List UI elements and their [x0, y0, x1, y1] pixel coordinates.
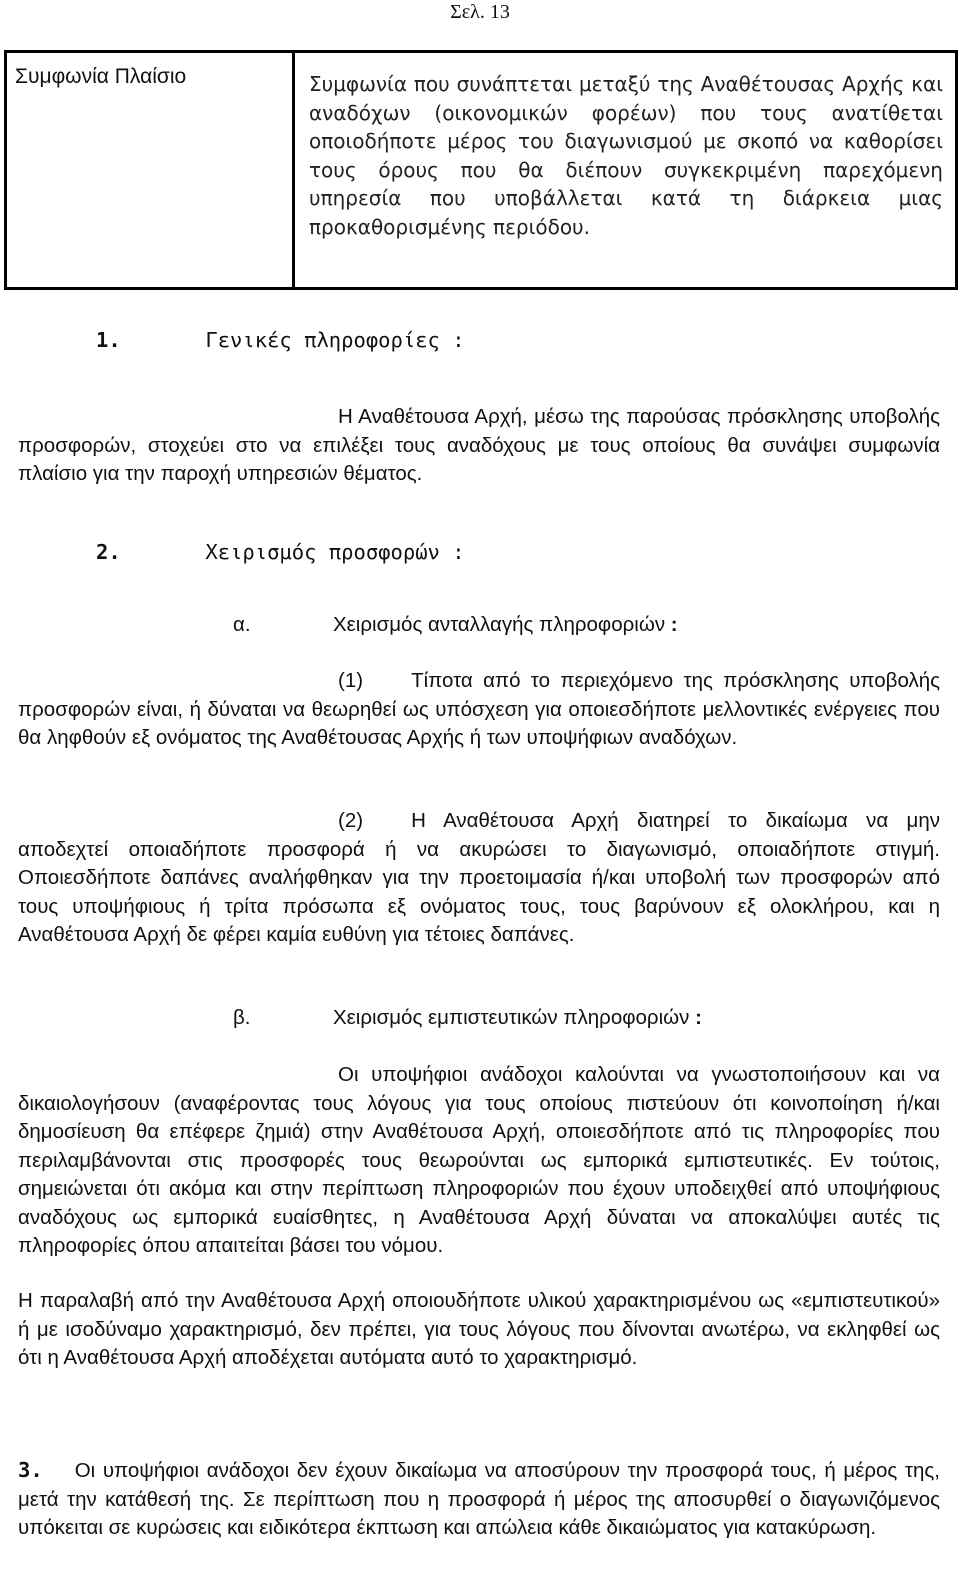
section-1-number: 1. [96, 328, 121, 352]
subsection-b-heading [233, 1004, 702, 1032]
item-1-text: Τίποτα από το περιεχόμενο της πρόσκλησης υποβολής προσφορών είναι, ή δύναται να θεωρηθεί ως υπόσχεση για οποιεσδήποτε μελλοντικές ενέργειες που θα ληφθούν εξ ονόματος της Αναθέτουσας Αρχής ή των υποψήφιων αναδόχων. [18, 669, 940, 749]
subsection-a-item-1 [18, 667, 940, 753]
subsection-b-letter: β. [233, 1006, 251, 1029]
subsection-b-paragraph-1: Οι υποψήφιοι ανάδοχοι καλούνται να γνωστοποιήσουν και να δικαιολογήσουν (αναφέροντας τους λόγους για τους οποίους πιστεύουν ότι κοινοποίηση ή/και δημοσίευση θα επέφερε ζημιά) στην Αναθέτουσα Αρχή, οποιεσδήποτε από τις πληροφορίες που περιλαμβάνονται στις προσφορές τους θεωρούνται ως εμπορικά εμπιστευτικές. Εν τούτοις, σημειώνεται ότι ακόμα και στην περίπτωση πληροφοριών που έχουν υποδειχθεί από υποψήφιους αναδόχους ως εμπορικά ευαίσθητες, η Αναθέτουσα Αρχή δύναται να αποκαλύψει αυτές τις πληροφορίες όπου απαιτείται βάσει του νόμου. [18, 1063, 940, 1257]
section-2-title: Χειρισμός προσφορών : [205, 540, 465, 564]
section-1-paragraph: Η Αναθέτουσα Αρχή, μέσω της παρούσας πρόσκλησης υποβολής προσφορών, στοχεύει στο να επιλέξει τους αναδόχους με τους οποίους θα συνάψει συμφωνία πλαίσιο για την παροχή υπηρεσιών θέματος. [18, 405, 940, 485]
definition-text: Συμφωνία που συνάπτεται μεταξύ της Αναθέτουσας Αρχής και αναδόχων (οικονομικών φορέων) που τους ανατίθεται οποιοδήποτε μέρος του διαγωνισμού με σκοπό να καθορίσει τους όρους που θα διέπουν συγκεκριμένη παρεχόμενη υπηρεσία που υποβάλλεται κατά τη διάρκεια μιας προκαθορισμένης περιόδου. [309, 72, 943, 239]
section-3-paragraph [18, 1456, 940, 1543]
subsection-a-heading [233, 611, 678, 639]
subsection-a-title: Χειρισμός ανταλλαγής πληροφοριών [333, 613, 666, 636]
item-1-label: (1) [338, 669, 364, 692]
section-2-heading [96, 539, 465, 565]
subsection-a-item-2 [18, 807, 940, 950]
subsection-b-colon: : [695, 1006, 702, 1029]
table-divider [292, 53, 295, 287]
section-3-text: Οι υποψήφιοι ανάδοχοι δεν έχουν δικαίωμα να αποσύρουν την προσφορά τους, ή μέρος της, μετά την κατάθεσή της. Σε περίπτωση που η προσφορά ή μέρος της αποσυρθεί ο διαγωνιζόμενος υπόκειται σε κυρώσεις και ειδικότερα έκπτωση και απώλεια κάθε δικαιώματος για κατακύρωση. [18, 1459, 940, 1539]
subsection-b-paragraph-2: Η παραλαβή από την Αναθέτουσα Αρχή οποιουδήποτε υλικού χαρακτηρισμένου ως «εμπιστευτικού» ή με ισοδύναμο χαρακτηρισμό, δεν πρέπει, για τους λόγους που δίνονται ανωτέρω, να εκληφθεί ως ότι η Αναθέτουσα Αρχή αποδέχεται αυτόματα αυτό το χαρακτηρισμό. [18, 1289, 940, 1369]
section-1-title: Γενικές πληροφορίες : [205, 328, 465, 352]
item-2-label: (2) [338, 809, 364, 832]
subsection-a-letter: α. [233, 613, 251, 636]
definition-term: Συμφωνία Πλαίσιο [15, 65, 187, 88]
item-2-text: Η Αναθέτουσα Αρχή διατηρεί το δικαίωμα να μην αποδεχτεί οποιαδήποτε προσφορά ή να ακυρώσει το διαγωνισμό, οποιαδήποτε στιγμή. Οποιεσδήποτε δαπάνες αναλήφθηκαν για την προετοιμασία ή/και υποβολή των προσφορών από τους υποψήφιους ή τρίτα πρόσωπα εξ ονόματος τους, τους βαρύνουν εξ ολοκλήρου, και η Αναθέτουσα Αρχή δε φέρει καμία ευθύνη για τέτοιες δαπάνες. [18, 809, 940, 946]
definition-table [4, 50, 958, 290]
section-3-number: 3. [18, 1458, 43, 1482]
subsection-b-title: Χειρισμός εμπιστευτικών πληροφοριών [333, 1006, 690, 1029]
subsection-a-colon: : [670, 613, 678, 636]
page-number: Σελ. 13 [450, 1, 510, 23]
section-1-heading [96, 327, 465, 353]
section-2-number: 2. [96, 540, 121, 564]
